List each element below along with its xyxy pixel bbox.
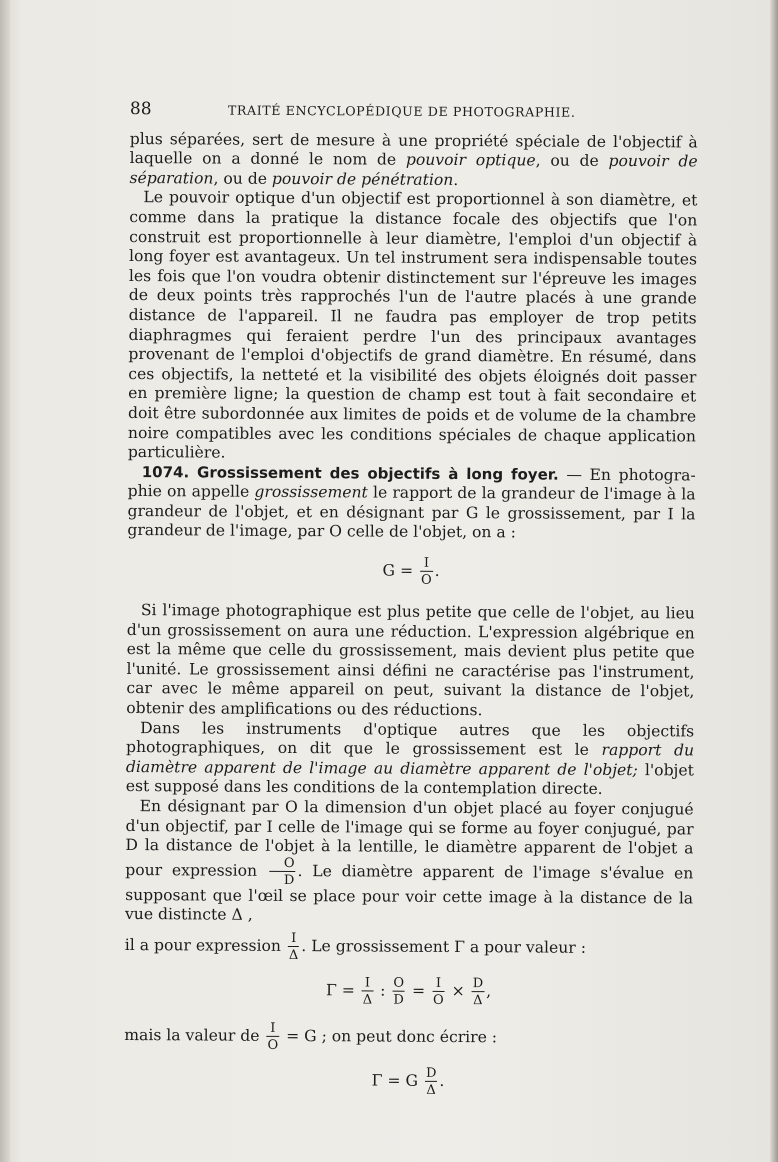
formula-g	[127, 555, 695, 588]
formula-gamma-g	[124, 1065, 692, 1098]
p5-frac1-num: O	[269, 857, 296, 872]
paragraph-1	[129, 130, 697, 192]
paragraph-6	[124, 1021, 692, 1054]
gamma-f4-den: Δ	[473, 993, 483, 1009]
p1-text-a: plus séparées, sert de mesure à une propriété spéciale de l'objectif à laquelle on a donné le nom de	[129, 129, 698, 169]
page-left-edge	[0, 0, 10, 1162]
paragraph-5-continued	[125, 931, 693, 964]
paragraph-4	[126, 719, 694, 801]
p5-frac2-den: Δ	[288, 947, 299, 964]
formula-gamma-g-num: D	[425, 1065, 437, 1081]
p4-text-b: l'objet est supposé dans les conditions de la contemplation directe.	[125, 760, 694, 799]
p6-text-a: mais la valeur de	[124, 1025, 260, 1045]
gamma-f3-den: O	[432, 992, 444, 1008]
p5-fraction-o-d	[269, 857, 296, 887]
p1-em-c: pouvoir de pénétration	[271, 169, 454, 189]
formula-gamma-g-lhs: Γ = G	[371, 1071, 419, 1090]
p6-num: I	[267, 1022, 280, 1037]
formula-g-num: I	[420, 557, 433, 572]
p4-em-a: rapport du diamètre apparent de l'image au diamètre apparent de l'objet;	[125, 741, 695, 779]
p6-fraction	[266, 1022, 279, 1052]
gamma-f3-num: I	[432, 977, 445, 992]
p1-text-d: .	[453, 170, 459, 189]
gamma-f1-den: Δ	[362, 992, 373, 1008]
section-em-a: grossissement	[254, 483, 368, 502]
gamma-f4-num: D	[472, 976, 484, 992]
page-header	[130, 100, 698, 123]
section-1074	[127, 463, 695, 545]
p1-text-c: , ou de	[213, 169, 273, 188]
formula-g-den: O	[420, 572, 432, 588]
p1-em-b: pouvoir de séparation	[129, 152, 698, 188]
formula-gamma-g-fraction	[425, 1067, 438, 1097]
p5-text-a: En désignant par O la dimension d'un objet placé au foyer conjugué d'un objectif, par I celle de l'image qui se forme au foyer conjugué, par D la distance de l'objet à la lentille, le diamètre apparent de l'objet a pour expression	[125, 797, 694, 880]
p5-fraction-i-delta	[288, 932, 300, 962]
formula-gamma-frac-4	[472, 977, 485, 1007]
running-head: TRAITÉ ENCYCLOPÉDIQUE DE PHOTOGRAPHIE.	[227, 102, 576, 120]
p1-em-a: pouvoir optique	[405, 150, 536, 170]
formula-g-lhs: G =	[382, 561, 414, 580]
formula-gamma-frac-1	[362, 976, 374, 1006]
gamma-op-1: :	[380, 981, 386, 1000]
p5-text-b: . Le diamètre apparent de l'image s'évalue en supposant que l'œil se place pour voir cette image à la distance de la vue distincte Δ ,	[124, 861, 694, 925]
p5-frac2-num: I	[288, 932, 299, 947]
formula-gamma-lhs: Γ =	[325, 981, 355, 1000]
gamma-end: ,	[486, 982, 492, 1001]
p6-text-b: = G ; on peut donc écrire :	[286, 1026, 498, 1047]
section-text-a: — En photographie on appelle	[127, 465, 696, 502]
formula-gamma-g-den: Δ	[426, 1082, 436, 1098]
gamma-f2-num: O	[393, 975, 405, 991]
section-text-b: le rapport de la grandeur de l'image à la grandeur de l'objet, et en désignant par G le grossissement, par I la grandeur de l'image, par O celle de l'objet, on a :	[127, 483, 696, 542]
text-block	[124, 100, 698, 1114]
section-title: 1074. Grossissement des objectifs à long foyer.	[141, 462, 559, 484]
p5-frac1-den: D	[283, 872, 295, 888]
gamma-f2-den: D	[393, 992, 404, 1008]
p5-text-d: . Le grossissement Γ a pour valeur :	[301, 937, 587, 957]
paragraph-5	[125, 797, 694, 928]
gamma-op-2: =	[411, 981, 426, 1000]
p1-text-b: , ou de	[535, 151, 609, 171]
formula-gamma	[124, 975, 692, 1008]
paragraph-3: Si l'image photographique est plus petite que celle de l'objet, au lieu d'un grossissement on aura une réduction. L'expression algébrique en est la même que celle du grossissement, mais devient plus petite que l'unité. Le grossissement ainsi défini ne caractérise pas l'instrument, car avec le même appareil on peut, suivant la distance de l'objet, obtenir des amplifications ou des réductions.	[126, 601, 695, 720]
p6-den: O	[267, 1037, 279, 1053]
formula-g-fraction	[420, 557, 433, 587]
formula-gamma-frac-3	[432, 977, 445, 1007]
formula-gamma-frac-2	[392, 977, 405, 1007]
formula-gamma-g-end: .	[439, 1071, 445, 1090]
page-number: 88	[129, 99, 152, 120]
p4-text-a: Dans les instruments d'optique autres que les objectifs photographiques, on dit que le grossissement est le	[125, 718, 695, 760]
p5-text-c: il a pour expression	[124, 935, 282, 955]
paragraph-2: Le pouvoir optique d'un objectif est proportionnel à son diamètre, et comme dans la pratique la distance focale des objectifs que l'on construit est proportionnelle à leur diamètre, l'emploi d'un objectif à long foyer est avantageux. Un tel instrument sera indispensable toutes les fois que l'on voudra obtenir distinctement sur l'épreuve les images de deux points très rapprochés l'un de l'autre placés à une grande distance de l'appareil. Il ne faudra pas employer de trop petits diaphragmes qui feraient perdre l'un des principaux avantages provenant de l'emploi d'objectifs de grand diamètre. En résumé, dans ces objectifs, la netteté et la visibilité des objets éloignés doit passer en première ligne; la question de champ est tout à fait secondaire et doit être subordonnée aux limites de poids et de volume de la chambre noire compatibles avec les conditions spéciales de chaque application particulière.	[127, 188, 698, 462]
formula-g-end: .	[434, 561, 440, 580]
gamma-op-3: ×	[451, 981, 465, 1001]
gamma-f1-num: I	[362, 976, 373, 991]
page-right-edge	[770, 0, 778, 1162]
